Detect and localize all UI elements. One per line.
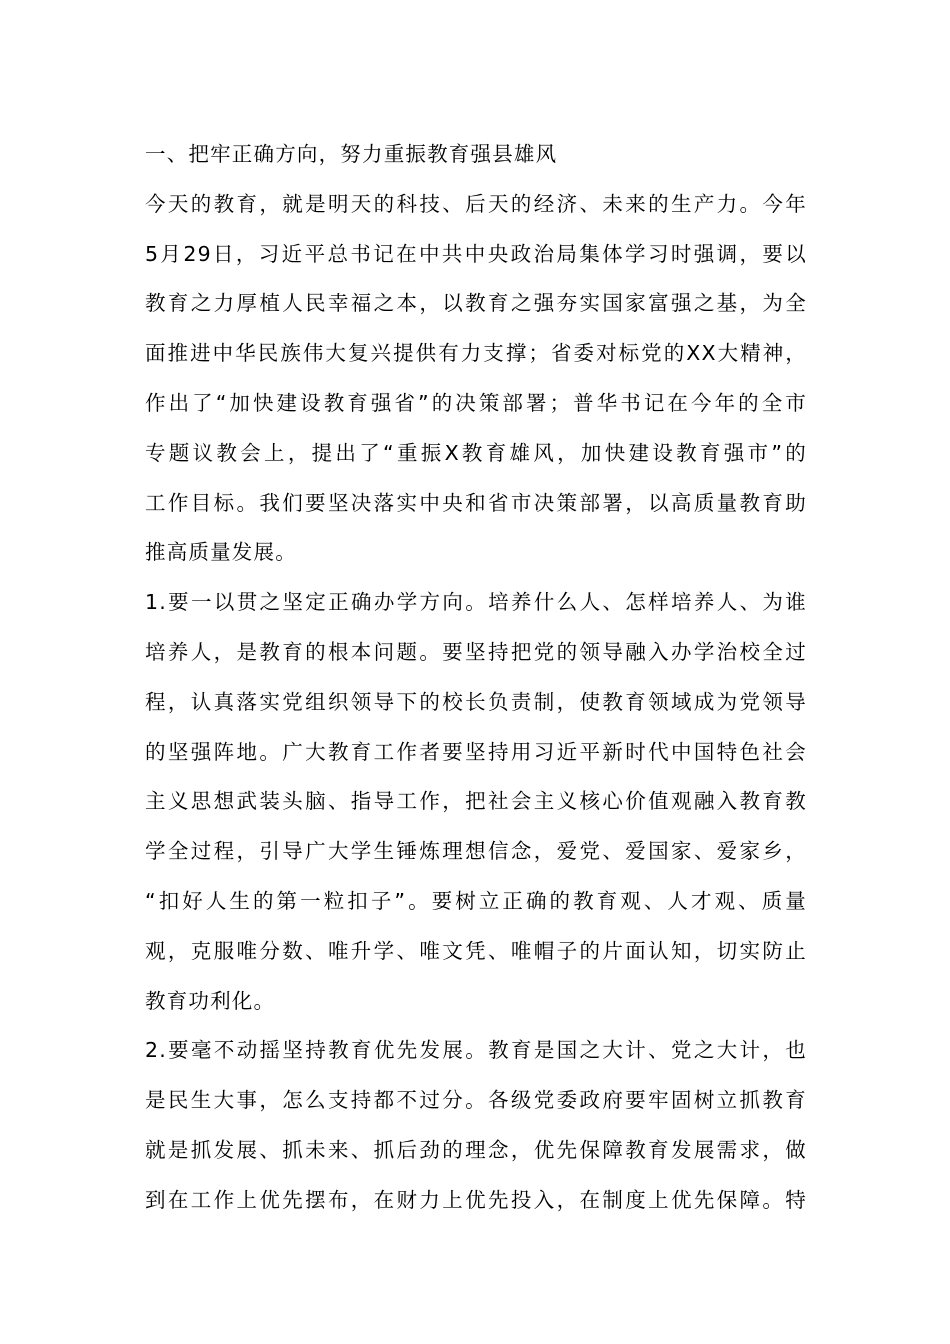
paragraph-line: 5月29日，习近平总书记在中共中央政治局集体学习时强调，要以 [145,241,807,266]
paragraph-line: 观，克服唯分数、唯升学、唯文凭、唯帽子的片面认知，切实防止 [145,938,807,963]
paragraph-line: 教育功利化。 [145,988,276,1013]
paragraph-line: 学全过程，引导广大学生锤炼理想信念，爱党、爱国家、爱家乡， [145,839,807,864]
paragraph-2 [145,578,807,1026]
paragraph-line: 主义思想武装头脑、指导工作，把社会主义核心价值观融入教育教 [145,789,807,814]
paragraph-line: 到在工作上优先摆布，在财力上优先投入，在制度上优先保障。特 [145,1187,807,1212]
paragraph-3 [145,1026,807,1225]
paragraph-line: 专题议教会上，提出了“重振X教育雄风，加快建设教育强市”的 [145,440,807,465]
paragraph-line: 是民生大事，怎么支持都不过分。各级党委政府要牢固树立抓教育 [145,1088,807,1113]
paragraph-line: 1.要一以贯之坚定正确办学方向。培养什么人、怎样培养人、为谁 [145,590,807,615]
paragraph-line: 面推进中华民族伟大复兴提供有力支撑；省委对标党的XX大精神， [145,341,807,366]
paragraph-line: 教育之力厚植人民幸福之本，以教育之强夯实国家富强之基，为全 [145,291,807,316]
paragraph-line: 的坚强阵地。广大教育工作者要坚持用习近平新时代中国特色社会 [145,739,807,764]
paragraph-line: “扣好人生的第一粒扣子”。要树立正确的教育观、人才观、质量 [145,888,807,913]
paragraph-line: 推高质量发展。 [145,540,297,565]
paragraph-line: 作出了“加快建设教育强省”的决策部署；普华书记在今年的全市 [145,390,807,415]
paragraph-line: 就是抓发展、抓未来、抓后劲的理念，优先保障教育发展需求，做 [145,1137,807,1162]
paragraph-line: 2.要毫不动摇坚持教育优先发展。教育是国之大计、党之大计，也 [145,1038,807,1063]
paragraph-line: 程，认真落实党组织领导下的校长负责制，使教育领域成为党领导 [145,689,807,714]
section-heading: 一、把牢正确方向，努力重振教育强县雄风 [145,142,558,166]
paragraph-line: 工作目标。我们要坚决落实中央和省市决策部署，以高质量教育助 [145,490,807,515]
paragraph-line: 培养人，是教育的根本问题。要坚持把党的领导融入办学治校全过 [145,639,807,664]
document-body [145,130,807,1226]
paragraph-line: 今天的教育，就是明天的科技、后天的经济、未来的生产力。今年 [145,191,807,216]
paragraph-1 [145,180,807,578]
